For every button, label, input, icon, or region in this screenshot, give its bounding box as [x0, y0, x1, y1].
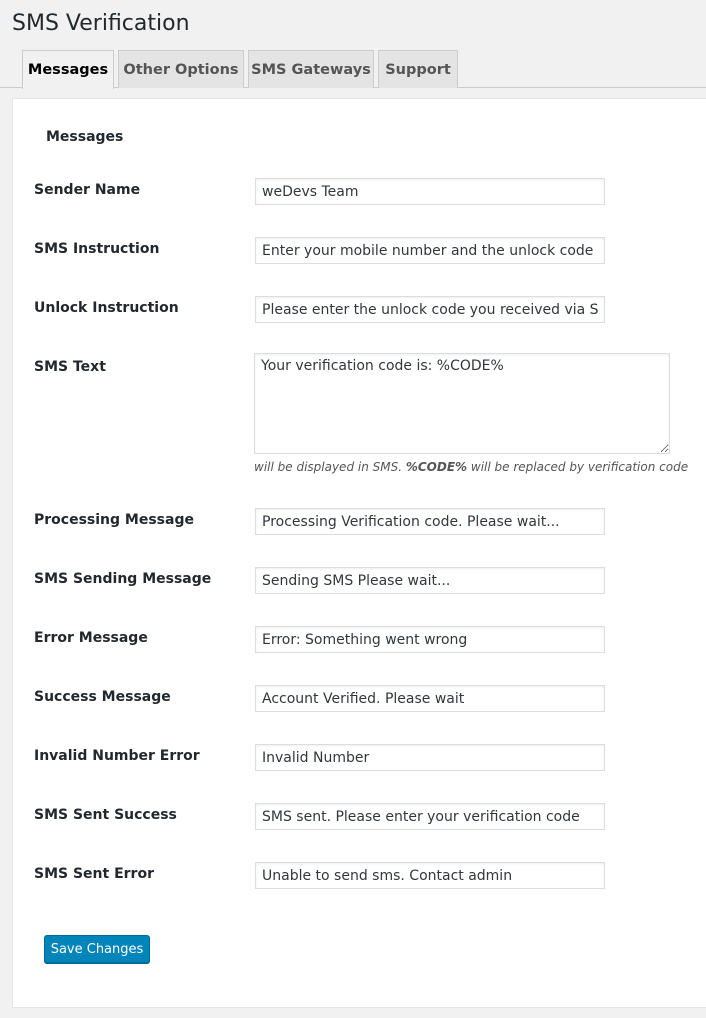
invalid-number-error-input[interactable]: [255, 744, 605, 771]
settings-panel: [12, 98, 706, 1008]
sms-text-help-code: %CODE%: [405, 460, 468, 474]
page-title: SMS Verification: [12, 11, 190, 36]
section-title: Messages: [46, 129, 124, 145]
tab-support[interactable]: Support: [378, 50, 458, 88]
unlock-instruction-input[interactable]: [255, 296, 605, 323]
sms-sent-success-label: SMS Sent Success: [34, 807, 177, 823]
sender-name-input[interactable]: [255, 178, 605, 205]
success-message-label: Success Message: [34, 689, 171, 705]
save-changes-button[interactable]: Save Changes: [44, 935, 150, 963]
sms-text-textarea[interactable]: [254, 353, 670, 454]
error-message-input[interactable]: [255, 626, 605, 653]
processing-message-label: Processing Message: [34, 512, 194, 528]
sms-sending-message-label: SMS Sending Message: [34, 571, 212, 587]
error-message-label: Error Message: [34, 630, 148, 646]
unlock-instruction-label: Unlock Instruction: [34, 300, 179, 316]
sms-text-help-prefix: will be displayed in SMS.: [254, 460, 406, 474]
invalid-number-error-label: Invalid Number Error: [34, 748, 200, 764]
sms-instruction-input[interactable]: [255, 237, 605, 264]
sender-name-label: Sender Name: [34, 182, 141, 198]
tab-bar: [0, 50, 706, 88]
success-message-input[interactable]: [255, 685, 605, 712]
sms-instruction-label: SMS Instruction: [34, 241, 160, 257]
sms-text-help: [254, 460, 688, 474]
sms-sent-error-label: SMS Sent Error: [34, 866, 154, 882]
processing-message-input[interactable]: [255, 508, 605, 535]
sms-text-label: SMS Text: [34, 359, 106, 375]
tab-other-options[interactable]: Other Options: [118, 50, 244, 88]
sms-sending-message-input[interactable]: [255, 567, 605, 594]
tab-sms-gateways[interactable]: SMS Gateways: [248, 50, 374, 88]
tab-messages[interactable]: Messages: [22, 50, 114, 89]
sms-sent-error-input[interactable]: [255, 862, 605, 889]
sms-sent-success-input[interactable]: [255, 803, 605, 830]
sms-text-help-suffix: will be replaced by verification code: [467, 460, 689, 474]
